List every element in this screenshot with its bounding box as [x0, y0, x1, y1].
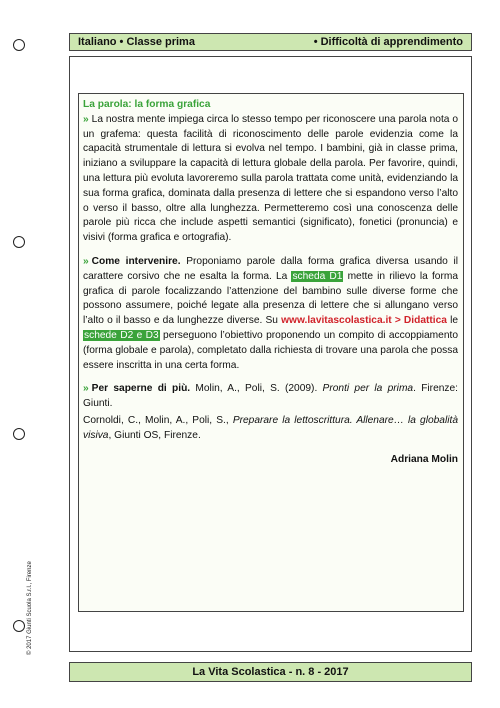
copyright-note: © 2017 Giunti Scuola S.r.l., Firenze — [27, 561, 33, 655]
reference-title: Pronti per la prima — [322, 383, 414, 395]
intervention-text: le — [446, 315, 458, 327]
reference-text: . Firenze: Giunti. — [83, 383, 458, 410]
intervention-text: perseguono l’obiettivo proponendo un compito di accoppiamento (forma globale e parola), completato dalla richiesta di trovare una parola che possa essere inscritta in una certa forma. — [83, 329, 458, 371]
intro-text: La nostra mente impiega circa lo stesso tempo per riconoscere una parola nota o un grafema: questa facilità di riconoscimento delle parole evidenzia come la capacità strumentale di lettura si evolva nel tempo. I bambini, già in classe prima, iniziano a sviluppare la capacità di lettura globale della parola. Per favorire, quindi, una lettura più evoluta lavoreremo sulla parola trattata come unità, evidenziando la sua forma grafica, dominata dalla presenza di lettere che si espandono verso l’alto o verso il basso, oltre alla lunghezza. Permetteremo così una conoscenza delle parole più ricca che include aspetti semantici (significato), fonetici (pronuncia) e visivi (forma grafica e ortografia). — [83, 113, 458, 244]
references-paragraph — [83, 382, 458, 412]
binder-hole — [13, 620, 25, 632]
reference-text: , Giunti OS, Firenze. — [108, 429, 201, 441]
bullet-icon: » — [83, 113, 89, 125]
header-subject: Italiano • Classe prima — [78, 36, 195, 48]
worksheet-d2-d3-badge: schede D2 e D3 — [84, 329, 159, 341]
bullet-icon: » — [83, 383, 89, 395]
page-header — [69, 33, 472, 51]
bullet-icon: » — [83, 255, 89, 267]
intervention-lead: Come intervenire. — [91, 255, 181, 267]
intervention-paragraph — [83, 255, 458, 373]
worksheet-d1-badge: scheda D1 — [292, 270, 343, 282]
header-topic: • Difficoltà di apprendimento — [313, 36, 463, 48]
section-title: La parola: la forma grafica — [83, 99, 211, 110]
binder-hole — [13, 428, 25, 440]
article-content — [83, 98, 458, 467]
binder-hole — [13, 236, 25, 248]
binder-hole — [13, 39, 25, 51]
intervention-text: Proponiamo parole dalla forma grafica diversa usando il carattere corsivo che ne esalta la forma. La — [83, 255, 459, 282]
page-footer: La Vita Scolastica - n. 8 - 2017 — [69, 662, 472, 682]
reference-text: Molin, A., Poli, S. (2009). — [190, 383, 323, 395]
reference-title: Preparare la lettoscrittura. Allenare… la globalità visiva — [83, 414, 458, 441]
intro-paragraph — [83, 113, 458, 246]
website-link[interactable]: www.lavitascolastica.it > Didattica — [281, 315, 447, 327]
intervention-text: mette in rilievo la forma grafica di parole focalizzando l’attenzione del bambino sulle diverse forme che possono assumere, poiché legate alla presenza di lettere che si allungano verso l’alto o il basso e da lunghezze diverse. Su — [83, 270, 458, 327]
author-name: Adriana Molin — [390, 453, 458, 465]
reference-text: Cornoldi, C., Molin, A., Poli, S., — [83, 414, 233, 426]
references-lead: Per saperne di più. — [91, 383, 191, 395]
references-paragraph-2 — [83, 414, 458, 444]
